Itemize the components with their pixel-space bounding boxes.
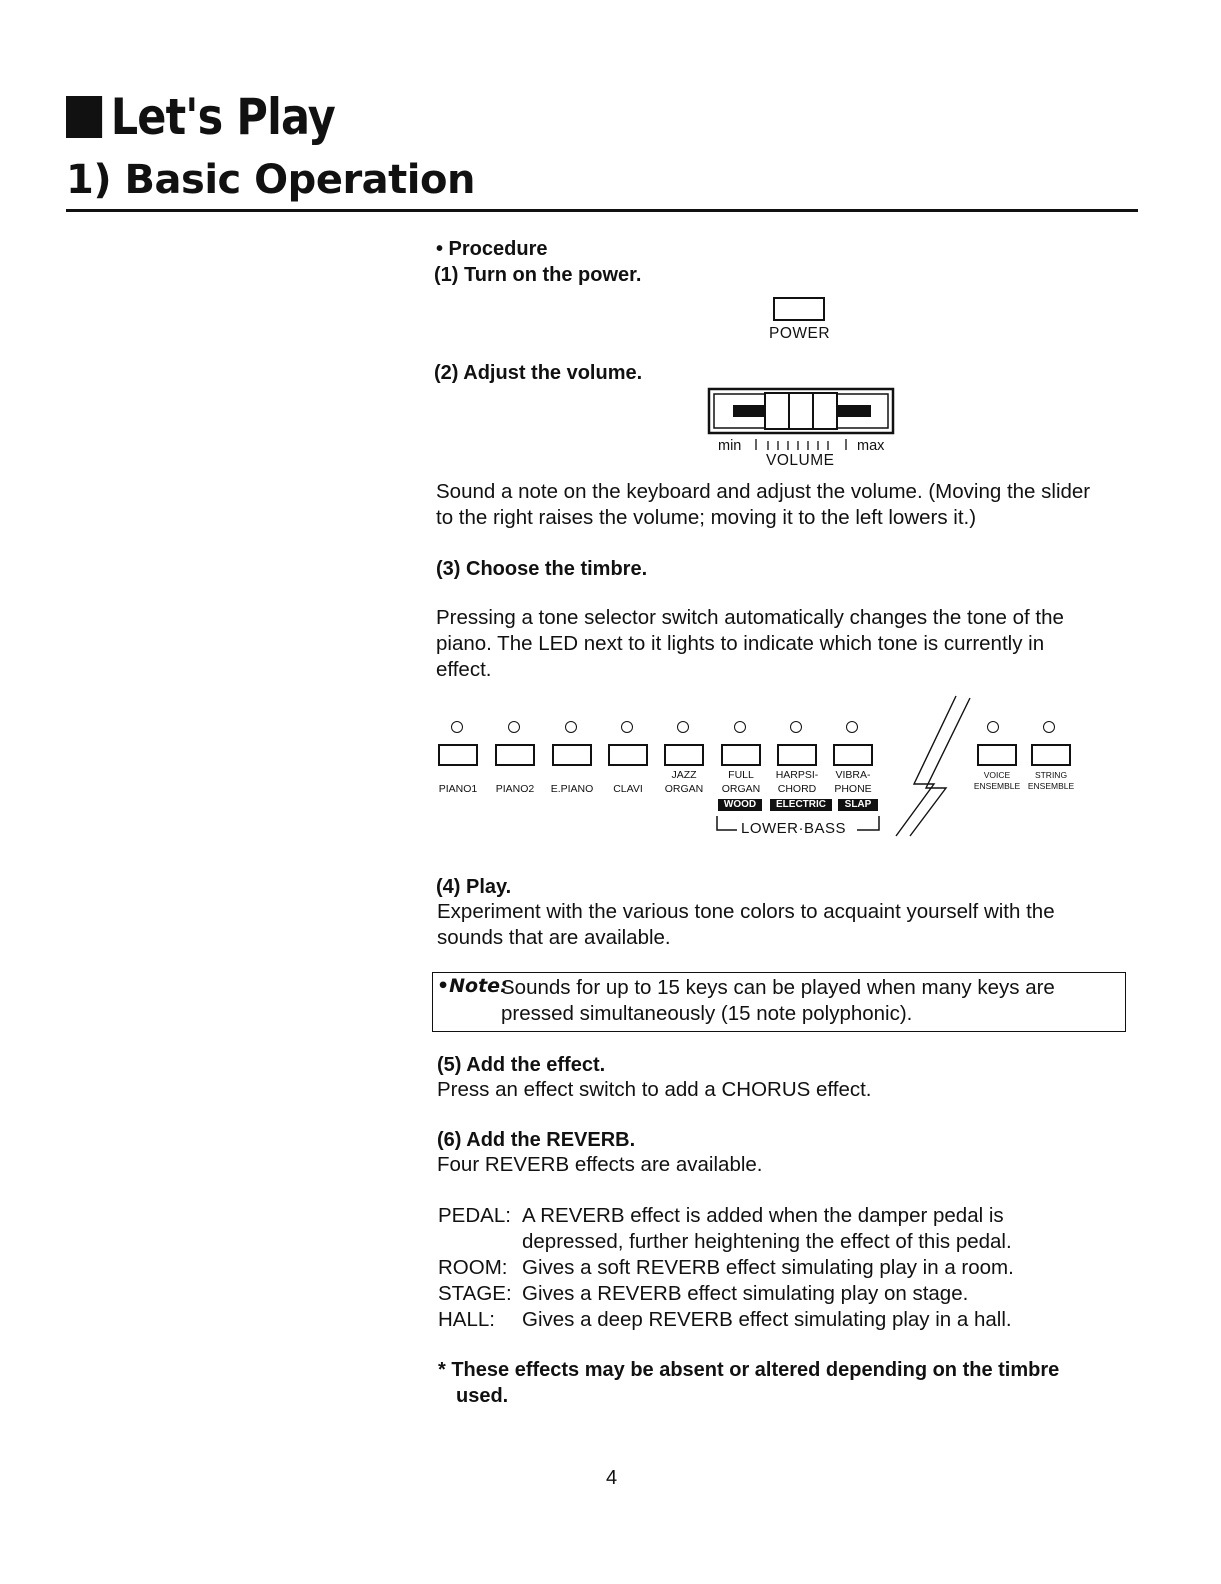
tone-label: ENSEMBLE <box>973 781 1021 791</box>
led-indicator <box>677 721 689 733</box>
led-indicator <box>1043 721 1055 733</box>
reverb-desc: A REVERB effect is added when the damper pedal is depressed, further heightening the effect of this pedal. <box>522 1204 1012 1253</box>
tone-label-top: VIBRA- <box>835 769 871 781</box>
tone-button-e-piano <box>552 744 592 766</box>
step3-heading: (3) Choose the timbre. <box>436 558 648 580</box>
volume-label: VOLUME <box>766 452 835 469</box>
reverb-list <box>438 1203 1098 1333</box>
step3-text: Pressing a tone selector switch automatically changes the tone of the piano. The LED next to it lights to indicate which tone is currently in effect. <box>436 606 1064 681</box>
volume-max-label: max <box>857 438 885 454</box>
power-button <box>773 297 825 321</box>
procedure-heading: • Procedure <box>436 238 548 260</box>
page-number: 4 <box>606 1467 618 1489</box>
lower-bass-label: LOWER·BASS <box>741 820 847 837</box>
tone-label-top: STRING <box>1034 770 1068 780</box>
title-bullet-square <box>66 96 102 138</box>
led-indicator <box>621 721 633 733</box>
section-title: 1) Basic Operation <box>66 157 475 203</box>
tone-button-harpsichord <box>777 744 817 766</box>
tone-label: CHORD <box>777 783 817 795</box>
note-label: •Note: <box>437 975 508 997</box>
led-indicator <box>734 721 746 733</box>
led-indicator <box>565 721 577 733</box>
page-title <box>66 86 335 148</box>
tone-label: PIANO2 <box>495 783 535 795</box>
reverb-desc: Gives a deep REVERB effect simulating play in a hall. <box>522 1308 1012 1331</box>
footnote: * These effects may be absent or altered depending on the timbre used. <box>438 1359 1060 1407</box>
tone-label: E.PIANO <box>550 783 594 795</box>
step5-text: Press an effect switch to add a CHORUS effect. <box>437 1078 872 1101</box>
reverb-desc: Gives a REVERB effect simulating play on stage. <box>522 1282 969 1305</box>
tone-label: CLAVI <box>613 783 643 795</box>
panel-break-mark <box>890 692 980 838</box>
volume-min-label: min <box>718 438 742 454</box>
volume-slider-graphic <box>705 385 897 437</box>
badge-wood: WOOD <box>718 799 762 811</box>
list-item <box>438 1203 1098 1255</box>
tone-label: ORGAN <box>721 783 761 795</box>
tone-label-top: VOICE <box>983 770 1011 780</box>
tone-label: ENSEMBLE <box>1027 781 1075 791</box>
tone-button-piano1 <box>438 744 478 766</box>
list-item <box>438 1307 1098 1333</box>
led-indicator <box>987 721 999 733</box>
tone-button-piano2 <box>495 744 535 766</box>
step5-heading: (5) Add the effect. <box>437 1054 606 1076</box>
led-indicator <box>508 721 520 733</box>
tone-button-clavi <box>608 744 648 766</box>
tone-label-top: FULL <box>728 769 754 781</box>
list-item <box>438 1281 1098 1307</box>
note-box <box>432 972 1126 1032</box>
page-title-text: Let's Play <box>110 88 335 146</box>
list-item <box>438 1255 1098 1281</box>
step6-heading: (6) Add the REVERB. <box>437 1129 636 1151</box>
tone-button-jazz-organ <box>664 744 704 766</box>
led-indicator <box>790 721 802 733</box>
tone-label: PHONE <box>834 783 872 795</box>
tone-button-vibraphone <box>833 744 873 766</box>
tone-label-top: JAZZ <box>671 769 697 781</box>
volume-scale-ticks <box>752 438 852 452</box>
tone-button-string-ensemble <box>1031 744 1071 766</box>
led-indicator <box>451 721 463 733</box>
step2-text: Sound a note on the keyboard and adjust the volume. (Moving the slider to the right raises the volume; moving it to the left lowers it.) <box>436 480 1091 529</box>
tone-button-voice-ensemble <box>977 744 1017 766</box>
step2-heading: (2) Adjust the volume. <box>434 362 643 384</box>
tone-button-full-organ <box>721 744 761 766</box>
header-rule <box>66 209 1138 212</box>
reverb-term: ROOM: <box>438 1256 508 1279</box>
power-label: POWER <box>769 325 831 342</box>
reverb-term: HALL: <box>438 1308 495 1331</box>
step6-text: Four REVERB effects are available. <box>437 1153 763 1176</box>
note-text: Sounds for up to 15 keys can be played when many keys are pressed simultaneously (15 note polyphonic). <box>501 976 1055 1025</box>
tone-label-top: HARPSI- <box>775 769 819 781</box>
step4-heading: (4) Play. <box>436 876 512 898</box>
led-indicator <box>846 721 858 733</box>
reverb-term: STAGE: <box>438 1282 512 1305</box>
badge-electric: ELECTRIC <box>770 799 832 811</box>
reverb-desc: Gives a soft REVERB effect simulating play in a room. <box>522 1256 1014 1279</box>
step4-text: Experiment with the various tone colors to acquaint yourself with the sounds that are available. <box>437 900 1055 949</box>
reverb-term: PEDAL: <box>438 1204 511 1227</box>
tone-label: ORGAN <box>664 783 704 795</box>
tone-label: PIANO1 <box>438 783 478 795</box>
badge-slap: SLAP <box>838 799 878 811</box>
step1-heading: (1) Turn on the power. <box>434 264 642 286</box>
